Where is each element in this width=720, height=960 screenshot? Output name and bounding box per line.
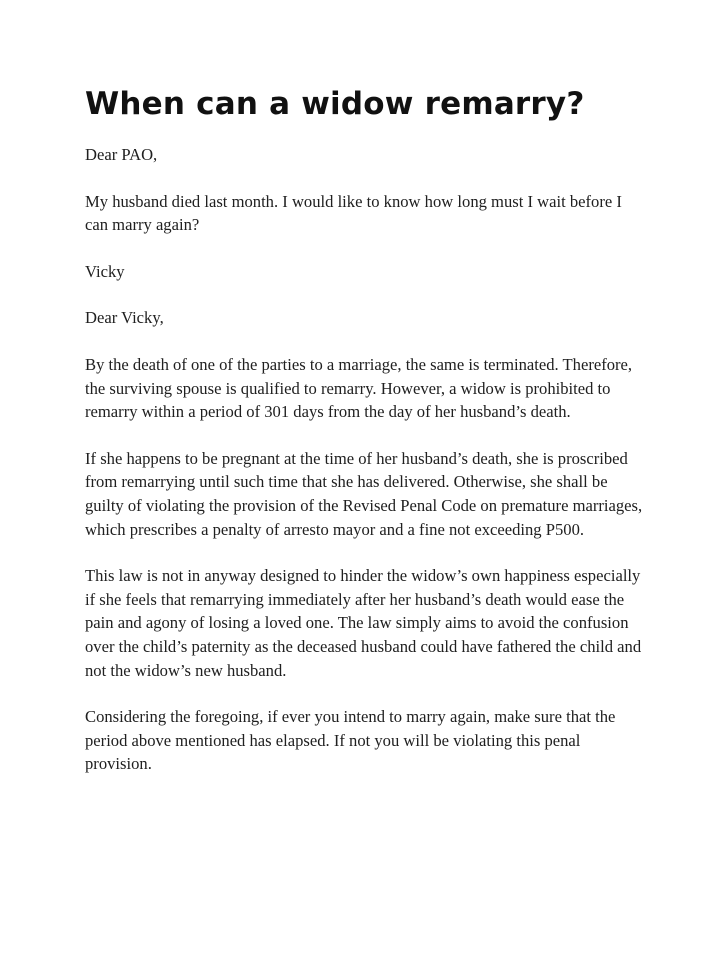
signature-vicky: Vicky [85, 261, 125, 281]
answer-paragraph-2: If she happens to be pregnant at the time of her husband’s death, she is proscribed from remarrying until such time that she has delivered. Otherwise, she shall be guilty of violating the provision of the Revised Penal Code on premature marriages, which prescribes a penalty of arresto mayor and a fine not exceeding P500. [85, 448, 643, 539]
page-title: When can a widow remarry? [85, 86, 585, 122]
answer-paragraph-1: By the death of one of the parties to a marriage, the same is terminated. Therefore, the surviving spouse is qualified to remarry. However, a widow is prohibited to remarry within a period of 301 days from the day of her husband’s death. [85, 354, 633, 422]
document-body [85, 84, 645, 799]
salutation-to-pao: Dear PAO, [85, 145, 158, 164]
answer-paragraph-3: This law is not in anyway designed to hinder the widow’s own happiness especially if she feels that remarrying immediately after her husband’s death would ease the pain and agony of losing a loved one. The law simply aims to avoid the confusion over the child’s paternity as the deceased husband could have fathered the child and not the widow’s new husband. [85, 566, 642, 680]
salutation-to-vicky: Dear Vicky, [85, 308, 164, 328]
answer-paragraph-4: Considering the foregoing, if ever you intend to marry again, make sure that the period above mentioned has elapsed. If not you will be violating this penal provision. [85, 707, 616, 774]
question-paragraph: My husband died last month. I would like to know how long must I wait before I can marry again? [85, 191, 622, 235]
